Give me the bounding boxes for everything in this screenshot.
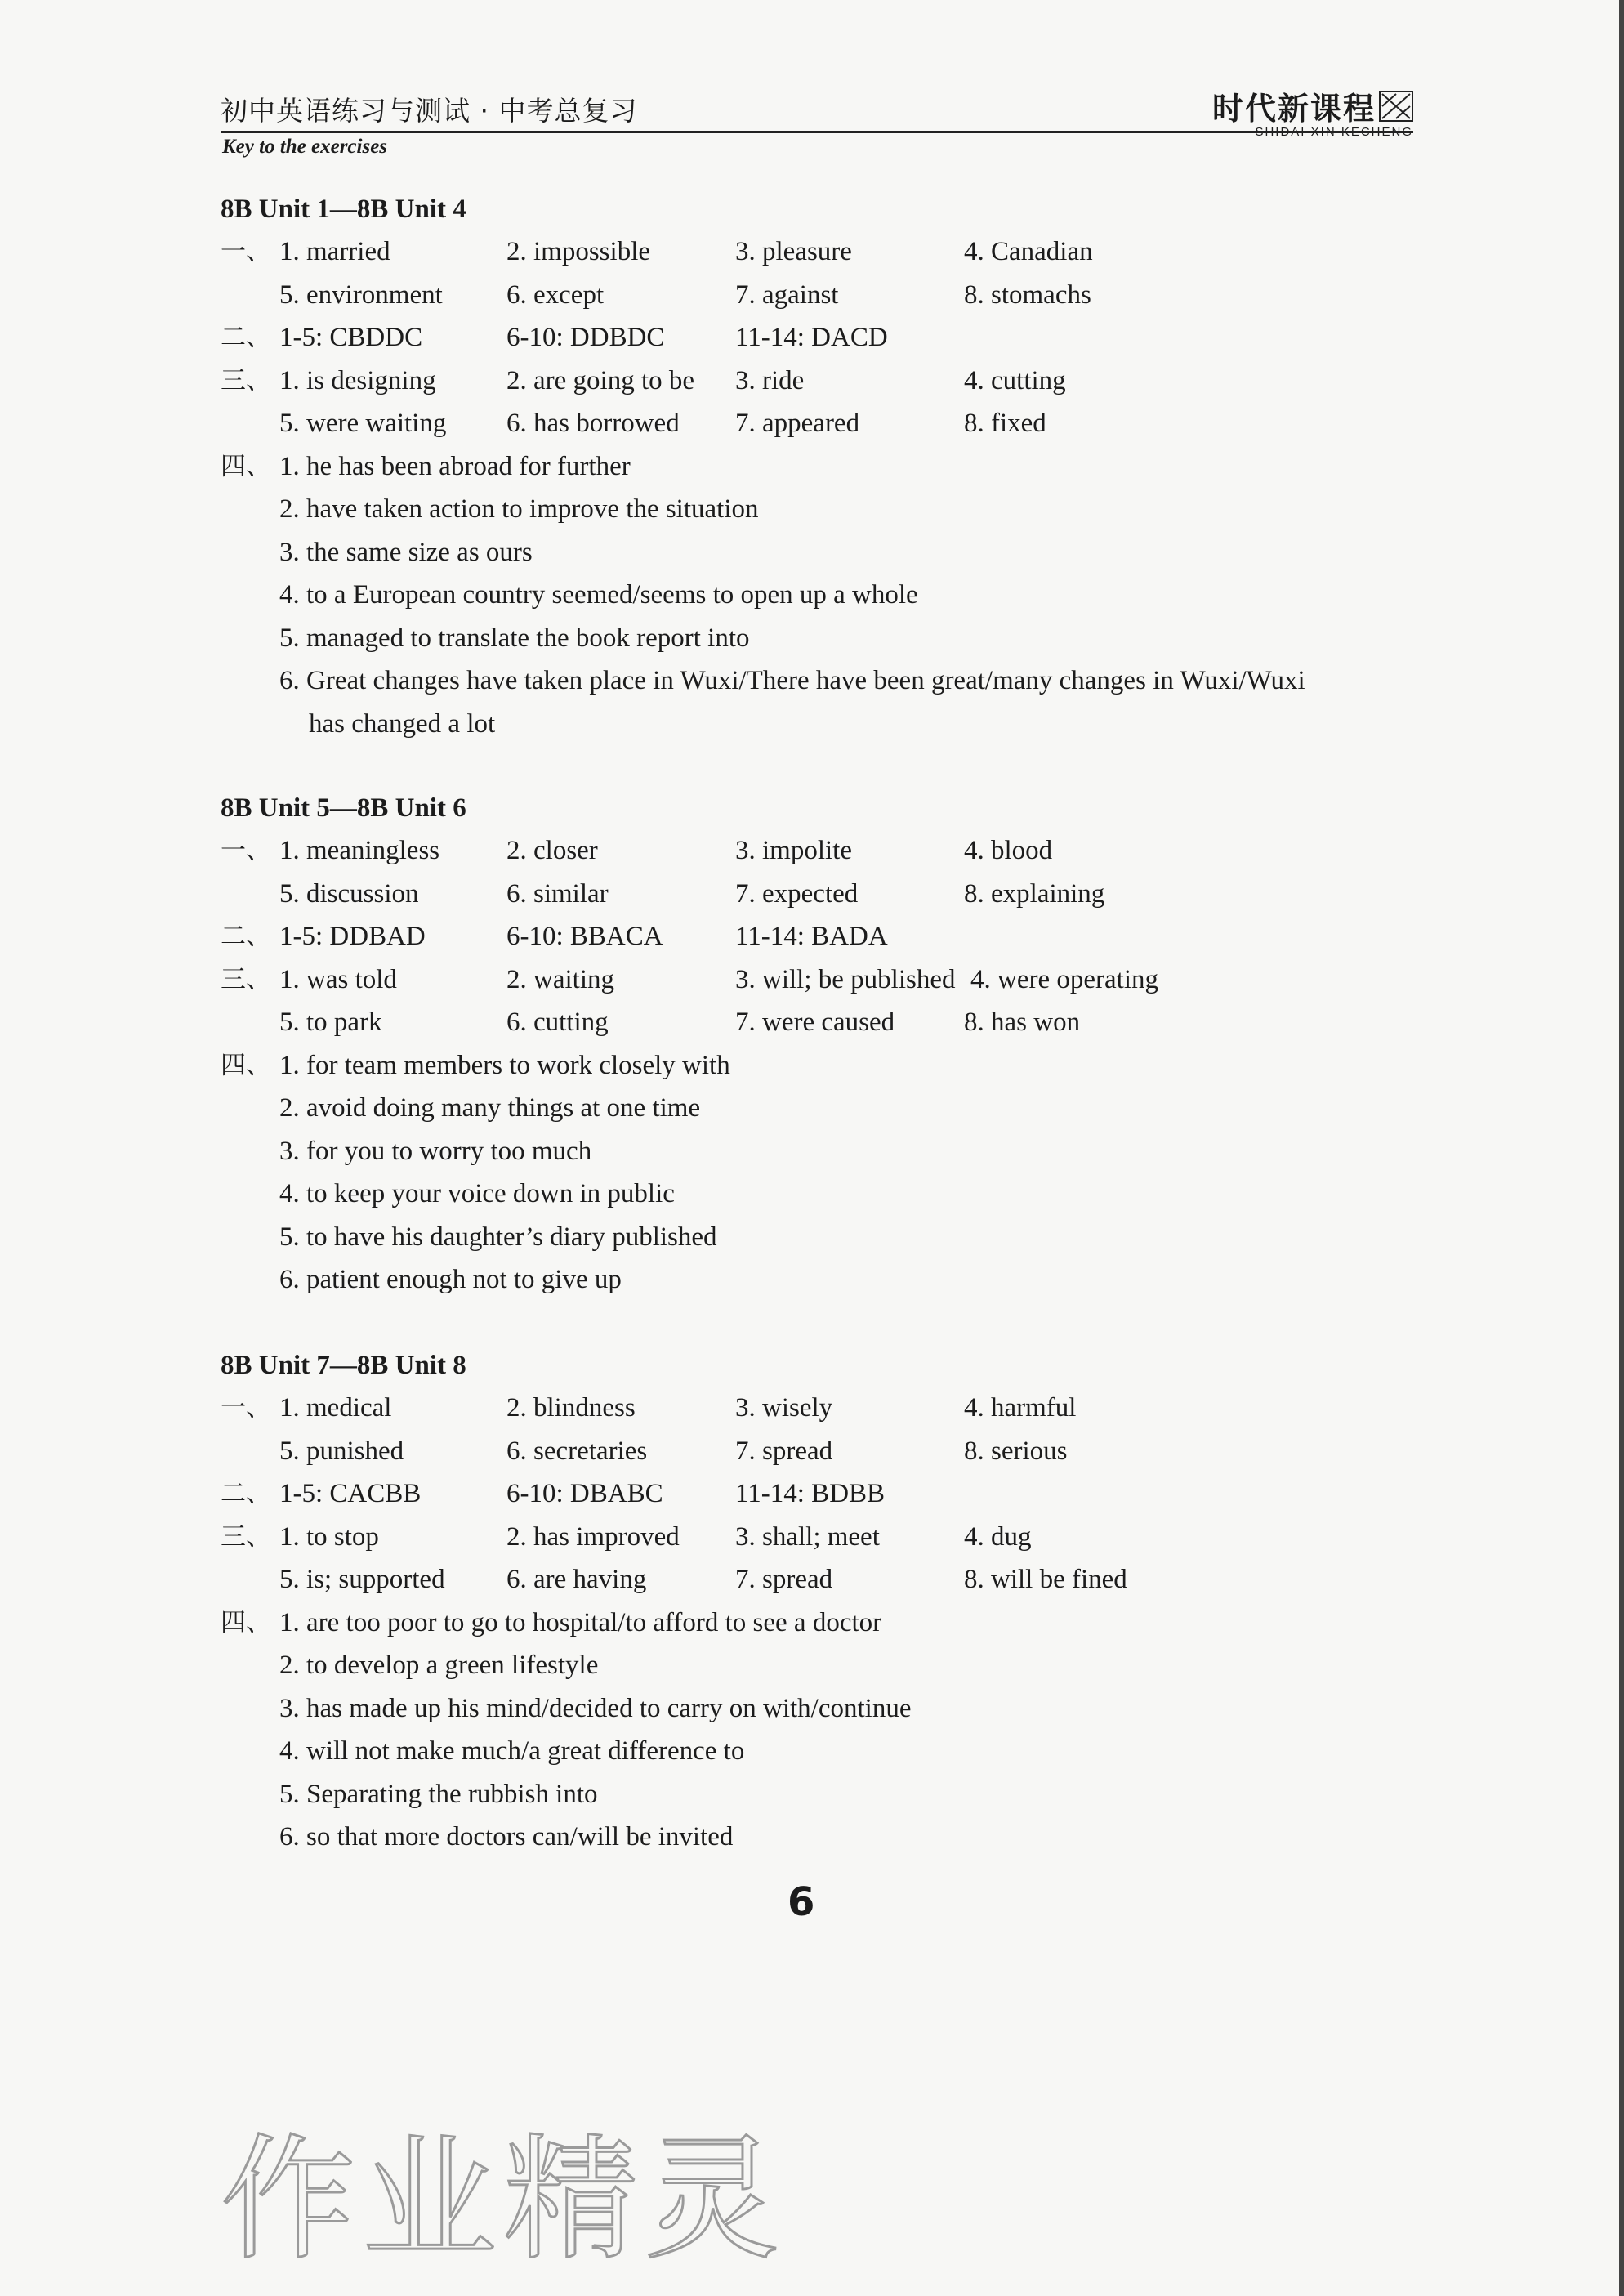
part4-line	[221, 488, 1446, 531]
scan-edge	[1619, 0, 1624, 2296]
part3-row1	[221, 360, 1446, 403]
answer-section-unit7-8	[221, 1344, 1446, 1859]
answer-item: 6. except	[506, 279, 605, 310]
answer-sentence: 6. patient enough not to give up	[279, 1265, 622, 1294]
answer-sentence: 5. to have his daughter’s diary published	[279, 1222, 717, 1252]
answer-item: 5. to park	[279, 1007, 382, 1037]
answer-section-unit5-6	[221, 787, 1446, 1302]
answer-item: 1. to stop	[279, 1521, 379, 1552]
part4-line	[221, 574, 1446, 617]
answer-item: 6-10: DDBDC	[506, 323, 665, 352]
part4-line	[221, 445, 1446, 489]
part4-line	[221, 531, 1446, 574]
part4-line	[221, 1130, 1446, 1173]
part3-row1	[221, 958, 1446, 1002]
part3-row2	[221, 402, 1446, 445]
part4-line	[221, 1216, 1446, 1259]
answer-item: 1. is designing	[279, 365, 436, 395]
part4-line-continuation	[221, 703, 1446, 746]
part1-row2	[221, 873, 1446, 916]
answer-item: 3. shall; meet	[735, 1521, 880, 1552]
part4-line	[221, 1044, 1446, 1088]
section-title: 8B Unit 5—8B Unit 6	[221, 793, 466, 823]
part4-line	[221, 617, 1446, 660]
part3-row1	[221, 1516, 1446, 1559]
answer-item: 7. against	[735, 279, 839, 310]
answer-item: 7. spread	[735, 1436, 833, 1466]
answer-sentence: 6. so that more doctors can/will be invited	[279, 1822, 734, 1852]
answer-item: 4. were operating	[970, 964, 1158, 994]
answer-sentence: 1. are too poor to go to hospital/to afford to see a doctor	[279, 1607, 882, 1637]
answer-sentence: 5. managed to translate the book report into	[279, 623, 750, 653]
answer-item: 2. has improved	[506, 1521, 680, 1552]
answer-item: 2. are going to be	[506, 365, 695, 395]
answer-item: 8. fixed	[964, 409, 1046, 438]
answer-item: 3. pleasure	[735, 237, 852, 266]
answer-item: 11-14: BADA	[735, 922, 888, 951]
answer-item: 2. waiting	[506, 964, 614, 994]
answer-item: 1. married	[279, 237, 390, 266]
answer-sentence: 3. has made up his mind/decided to carry on with/continue	[279, 1693, 912, 1723]
part4-line	[221, 1173, 1446, 1216]
answer-item: 3. impolite	[735, 836, 852, 865]
answer-sentence: 4. will not make much/a great difference to	[279, 1736, 745, 1766]
part4-line	[221, 1687, 1446, 1731]
answer-sentence: 4. to keep your voice down in public	[279, 1179, 675, 1208]
answer-section-unit1-4	[221, 188, 1446, 745]
answer-item: 7. appeared	[735, 409, 860, 438]
answer-sentence: 3. for you to worry too much	[279, 1136, 592, 1166]
answer-sentence: 5. Separating the rubbish into	[279, 1779, 598, 1809]
answer-sentence: 2. avoid doing many things at one time	[279, 1093, 701, 1123]
part-marker: 四、	[221, 1050, 271, 1080]
answer-sentence-continuation: has changed a lot	[309, 708, 496, 739]
book-title: 初中英语练习与测试 · 中考总复习	[221, 95, 638, 127]
brand-name: 时代新课程	[1211, 91, 1376, 127]
answer-sentence: 2. have taken action to improve the situation	[279, 494, 759, 524]
part4-line	[221, 1087, 1446, 1130]
part-marker: 二、	[221, 323, 271, 352]
answer-item: 5. environment	[279, 279, 443, 310]
watermark: 作业精灵	[221, 2121, 786, 2278]
answer-item: 6-10: BBACA	[506, 922, 663, 951]
answer-item: 4. Canadian	[964, 237, 1093, 266]
part-marker: 三、	[221, 964, 271, 994]
answer-item: 3. ride	[735, 365, 805, 395]
part-marker: 一、	[221, 1393, 271, 1423]
answer-item: 2. impossible	[506, 237, 651, 266]
answer-item: 5. is; supported	[279, 1565, 445, 1594]
answer-item: 1-5: CACBB	[279, 1479, 422, 1508]
answer-item: 7. spread	[735, 1565, 833, 1594]
part4-line	[221, 1644, 1446, 1687]
answer-sentence: 3. the same size as ours	[279, 537, 533, 567]
answer-item: 6. has borrowed	[506, 409, 680, 438]
answer-item: 1-5: DDBAD	[279, 922, 426, 951]
answer-item: 1-5: CBDDC	[279, 323, 423, 352]
part3-row2	[221, 1001, 1446, 1044]
section-title: 8B Unit 7—8B Unit 8	[221, 1351, 466, 1380]
part1-row1	[221, 1387, 1446, 1430]
part4-line	[221, 1773, 1446, 1816]
answer-sentence: 1. for team members to work closely with	[279, 1050, 730, 1080]
part2-row	[221, 316, 1446, 360]
part1-row2	[221, 1430, 1446, 1473]
part4-line	[221, 659, 1446, 703]
part4-line	[221, 1601, 1446, 1645]
answer-sentence: 2. to develop a green lifestyle	[279, 1651, 599, 1680]
answer-item: 8. will be fined	[964, 1565, 1127, 1594]
answer-sentence: 6. Great changes have taken place in Wuxi/There have been great/many changes in Wuxi/Wuxi	[279, 666, 1305, 695]
answer-sentence: 4. to a European country seemed/seems to open up a whole	[279, 580, 918, 610]
part-marker: 三、	[221, 365, 271, 395]
part1-row1	[221, 829, 1446, 873]
answer-item: 1. was told	[279, 964, 397, 994]
answer-item: 6. cutting	[506, 1007, 609, 1037]
answer-item: 7. were caused	[735, 1007, 895, 1037]
answer-item: 5. punished	[279, 1436, 404, 1466]
answer-item: 3. will; be published	[735, 964, 956, 994]
part3-row2	[221, 1558, 1446, 1601]
answer-item: 4. harmful	[964, 1393, 1077, 1423]
answer-item: 2. blindness	[506, 1393, 636, 1423]
answer-item: 2. closer	[506, 836, 598, 865]
brand-emblem-icon	[1379, 91, 1413, 122]
section-title: 8B Unit 1—8B Unit 4	[221, 194, 466, 224]
answer-item: 8. has won	[964, 1007, 1081, 1037]
page-number: 6	[787, 1879, 815, 1925]
answer-item: 1. medical	[279, 1393, 392, 1423]
answer-sentence: 1. he has been abroad for further	[279, 451, 631, 481]
part2-row	[221, 915, 1446, 958]
answer-item: 6. similar	[506, 878, 609, 909]
part-marker: 四、	[221, 451, 271, 481]
answer-item: 8. stomachs	[964, 279, 1091, 310]
answer-item: 4. dug	[964, 1521, 1032, 1552]
part4-line	[221, 1816, 1446, 1859]
part-marker: 四、	[221, 1607, 271, 1637]
part1-row2	[221, 274, 1446, 317]
part1-row1	[221, 230, 1446, 274]
part4-line	[221, 1730, 1446, 1773]
answer-item: 5. discussion	[279, 878, 419, 909]
answer-item: 11-14: BDBB	[735, 1479, 886, 1508]
part-marker: 一、	[221, 237, 271, 266]
answer-item: 6. are having	[506, 1565, 647, 1594]
answer-item: 4. cutting	[964, 365, 1066, 395]
header-subtitle: Key to the exercises	[222, 136, 388, 158]
answer-item: 8. explaining	[964, 878, 1105, 909]
page-header	[221, 90, 1413, 163]
answer-item: 5. were waiting	[279, 409, 447, 438]
part-marker: 三、	[221, 1521, 271, 1552]
answer-item: 6. secretaries	[506, 1436, 648, 1466]
answer-item: 3. wisely	[735, 1393, 833, 1423]
part-marker: 一、	[221, 836, 271, 865]
part-marker: 二、	[221, 922, 271, 951]
header-divider	[221, 131, 1413, 133]
answer-item: 8. serious	[964, 1436, 1068, 1466]
answer-item: 4. blood	[964, 836, 1053, 865]
answer-item: 11-14: DACD	[735, 323, 888, 352]
part4-line	[221, 1258, 1446, 1302]
answer-item: 6-10: DBABC	[506, 1479, 663, 1508]
part2-row	[221, 1472, 1446, 1516]
answer-item: 1. meaningless	[279, 836, 440, 865]
answer-item: 7. expected	[735, 878, 859, 909]
part-marker: 二、	[221, 1479, 271, 1508]
